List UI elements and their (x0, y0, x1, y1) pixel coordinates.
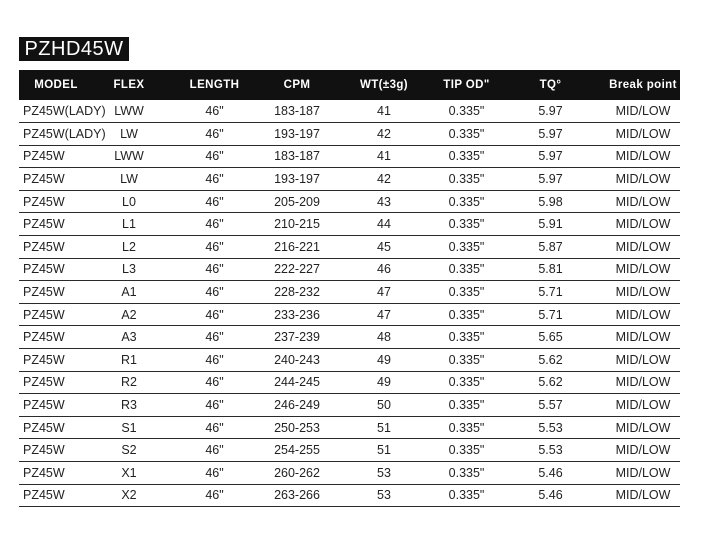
cell-length: 46" (165, 348, 264, 371)
cell-flex: L2 (93, 235, 165, 258)
cell-break-point: MID/LOW (606, 100, 680, 123)
table-row (19, 394, 680, 417)
cell-flex: LWW (93, 145, 165, 168)
cell-flex: LW (93, 123, 165, 146)
cell-break-point: MID/LOW (606, 168, 680, 191)
cell-cpm: 193-197 (264, 168, 330, 191)
cell-torque: 5.46 (495, 484, 606, 507)
cell-break-point: MID/LOW (606, 461, 680, 484)
header-model: MODEL (34, 79, 78, 91)
cell-weight: 50 (330, 394, 438, 417)
cell-model: PZ45W (19, 190, 93, 213)
cell-length: 46" (165, 484, 264, 507)
cell-cpm: 222-227 (264, 258, 330, 281)
header-break-point: Break point (609, 79, 677, 91)
cell-break-point: MID/LOW (606, 416, 680, 439)
cell-weight: 43 (330, 190, 438, 213)
cell-torque: 5.91 (495, 213, 606, 236)
cell-break-point: MID/LOW (606, 235, 680, 258)
table-row (19, 145, 680, 168)
table-row (19, 235, 680, 258)
cell-break-point: MID/LOW (606, 439, 680, 462)
cell-weight: 49 (330, 371, 438, 394)
header-flex: FLEX (113, 79, 145, 91)
cell-torque: 5.71 (495, 303, 606, 326)
cell-break-point: MID/LOW (606, 348, 680, 371)
cell-break-point: MID/LOW (606, 281, 680, 304)
cell-flex: R3 (93, 394, 165, 417)
cell-length: 46" (165, 326, 264, 349)
cell-cpm: 193-197 (264, 123, 330, 146)
cell-flex: R1 (93, 348, 165, 371)
table-row (19, 461, 680, 484)
cell-cpm: 244-245 (264, 371, 330, 394)
cell-break-point: MID/LOW (606, 326, 680, 349)
cell-torque: 5.97 (495, 100, 606, 123)
cell-torque: 5.65 (495, 326, 606, 349)
cell-cpm: 216-221 (264, 235, 330, 258)
spec-table (19, 70, 680, 507)
cell-tip-od: 0.335" (438, 190, 495, 213)
cell-cpm: 263-266 (264, 484, 330, 507)
cell-weight: 51 (330, 439, 438, 462)
table-row (19, 213, 680, 236)
cell-torque: 5.46 (495, 461, 606, 484)
cell-cpm: 260-262 (264, 461, 330, 484)
cell-torque: 5.97 (495, 145, 606, 168)
cell-tip-od: 0.335" (438, 123, 495, 146)
cell-length: 46" (165, 281, 264, 304)
cell-cpm: 183-187 (264, 100, 330, 123)
cell-cpm: 233-236 (264, 303, 330, 326)
cell-torque: 5.53 (495, 416, 606, 439)
cell-weight: 41 (330, 145, 438, 168)
header-torque: TQ° (539, 79, 562, 91)
cell-model: PZ45W (19, 394, 93, 417)
cell-flex: R2 (93, 371, 165, 394)
header-cpm: CPM (283, 79, 311, 91)
cell-flex: A1 (93, 281, 165, 304)
cell-tip-od: 0.335" (438, 281, 495, 304)
cell-model: PZ45W (19, 213, 93, 236)
cell-torque: 5.53 (495, 439, 606, 462)
cell-model: PZ45W (19, 416, 93, 439)
cell-torque: 5.62 (495, 371, 606, 394)
cell-tip-od: 0.335" (438, 100, 495, 123)
cell-tip-od: 0.335" (438, 258, 495, 281)
cell-length: 46" (165, 100, 264, 123)
cell-tip-od: 0.335" (438, 484, 495, 507)
cell-model: PZ45W (19, 235, 93, 258)
cell-torque: 5.98 (495, 190, 606, 213)
cell-torque: 5.87 (495, 235, 606, 258)
cell-length: 46" (165, 145, 264, 168)
table-row (19, 484, 680, 507)
table-row (19, 281, 680, 304)
cell-length: 46" (165, 394, 264, 417)
cell-flex: A3 (93, 326, 165, 349)
cell-weight: 45 (330, 235, 438, 258)
cell-flex: LWW (93, 100, 165, 123)
cell-break-point: MID/LOW (606, 484, 680, 507)
cell-length: 46" (165, 258, 264, 281)
table-row (19, 168, 680, 191)
cell-model: PZ45W(LADY) (19, 123, 93, 146)
table-row (19, 100, 680, 123)
cell-flex: X1 (93, 461, 165, 484)
table-header-row (19, 70, 680, 100)
table-row (19, 416, 680, 439)
cell-tip-od: 0.335" (438, 326, 495, 349)
cell-model: PZ45W (19, 145, 93, 168)
page-title: PZHD45W (19, 37, 129, 61)
cell-tip-od: 0.335" (438, 213, 495, 236)
cell-length: 46" (165, 190, 264, 213)
header-length: LENGTH (189, 79, 240, 91)
cell-flex: S2 (93, 439, 165, 462)
cell-length: 46" (165, 461, 264, 484)
cell-torque: 5.97 (495, 123, 606, 146)
cell-weight: 42 (330, 168, 438, 191)
cell-flex: L1 (93, 213, 165, 236)
cell-cpm: 210-215 (264, 213, 330, 236)
cell-length: 46" (165, 371, 264, 394)
cell-break-point: MID/LOW (606, 145, 680, 168)
cell-break-point: MID/LOW (606, 394, 680, 417)
cell-tip-od: 0.335" (438, 348, 495, 371)
table-row (19, 303, 680, 326)
table-row (19, 348, 680, 371)
cell-cpm: 246-249 (264, 394, 330, 417)
cell-cpm: 228-232 (264, 281, 330, 304)
cell-cpm: 240-243 (264, 348, 330, 371)
table-row (19, 123, 680, 146)
cell-torque: 5.71 (495, 281, 606, 304)
cell-torque: 5.62 (495, 348, 606, 371)
cell-model: PZ45W (19, 461, 93, 484)
table-row (19, 371, 680, 394)
table-row (19, 326, 680, 349)
cell-weight: 41 (330, 100, 438, 123)
cell-flex: X2 (93, 484, 165, 507)
cell-cpm: 205-209 (264, 190, 330, 213)
cell-tip-od: 0.335" (438, 145, 495, 168)
cell-torque: 5.81 (495, 258, 606, 281)
cell-model: PZ45W (19, 258, 93, 281)
cell-model: PZ45W (19, 281, 93, 304)
cell-tip-od: 0.335" (438, 439, 495, 462)
cell-weight: 49 (330, 348, 438, 371)
cell-weight: 46 (330, 258, 438, 281)
cell-weight: 42 (330, 123, 438, 146)
cell-length: 46" (165, 235, 264, 258)
cell-length: 46" (165, 416, 264, 439)
cell-flex: L0 (93, 190, 165, 213)
cell-flex: L3 (93, 258, 165, 281)
cell-model: PZ45W (19, 348, 93, 371)
cell-weight: 47 (330, 281, 438, 304)
header-tip-od: TIP OD" (443, 79, 490, 91)
table-row (19, 190, 680, 213)
cell-flex: LW (93, 168, 165, 191)
cell-cpm: 254-255 (264, 439, 330, 462)
cell-break-point: MID/LOW (606, 303, 680, 326)
table-row (19, 258, 680, 281)
cell-break-point: MID/LOW (606, 190, 680, 213)
cell-tip-od: 0.335" (438, 168, 495, 191)
cell-length: 46" (165, 168, 264, 191)
cell-cpm: 237-239 (264, 326, 330, 349)
cell-break-point: MID/LOW (606, 258, 680, 281)
cell-tip-od: 0.335" (438, 303, 495, 326)
cell-break-point: MID/LOW (606, 213, 680, 236)
cell-cpm: 250-253 (264, 416, 330, 439)
cell-cpm: 183-187 (264, 145, 330, 168)
cell-weight: 53 (330, 461, 438, 484)
cell-length: 46" (165, 123, 264, 146)
cell-weight: 51 (330, 416, 438, 439)
cell-tip-od: 0.335" (438, 235, 495, 258)
cell-length: 46" (165, 213, 264, 236)
cell-tip-od: 0.335" (438, 416, 495, 439)
cell-tip-od: 0.335" (438, 461, 495, 484)
cell-model: PZ45W (19, 168, 93, 191)
cell-model: PZ45W (19, 303, 93, 326)
cell-length: 46" (165, 439, 264, 462)
cell-tip-od: 0.335" (438, 394, 495, 417)
cell-model: PZ45W(LADY) (19, 100, 93, 123)
cell-break-point: MID/LOW (606, 123, 680, 146)
cell-weight: 48 (330, 326, 438, 349)
cell-flex: A2 (93, 303, 165, 326)
cell-break-point: MID/LOW (606, 371, 680, 394)
cell-torque: 5.57 (495, 394, 606, 417)
header-weight: WT(±3g) (359, 79, 409, 91)
cell-tip-od: 0.335" (438, 371, 495, 394)
cell-length: 46" (165, 303, 264, 326)
cell-weight: 44 (330, 213, 438, 236)
cell-weight: 47 (330, 303, 438, 326)
table-body (19, 100, 680, 507)
table-row (19, 439, 680, 462)
cell-flex: S1 (93, 416, 165, 439)
cell-model: PZ45W (19, 326, 93, 349)
cell-model: PZ45W (19, 484, 93, 507)
cell-model: PZ45W (19, 371, 93, 394)
cell-torque: 5.97 (495, 168, 606, 191)
cell-model: PZ45W (19, 439, 93, 462)
cell-weight: 53 (330, 484, 438, 507)
